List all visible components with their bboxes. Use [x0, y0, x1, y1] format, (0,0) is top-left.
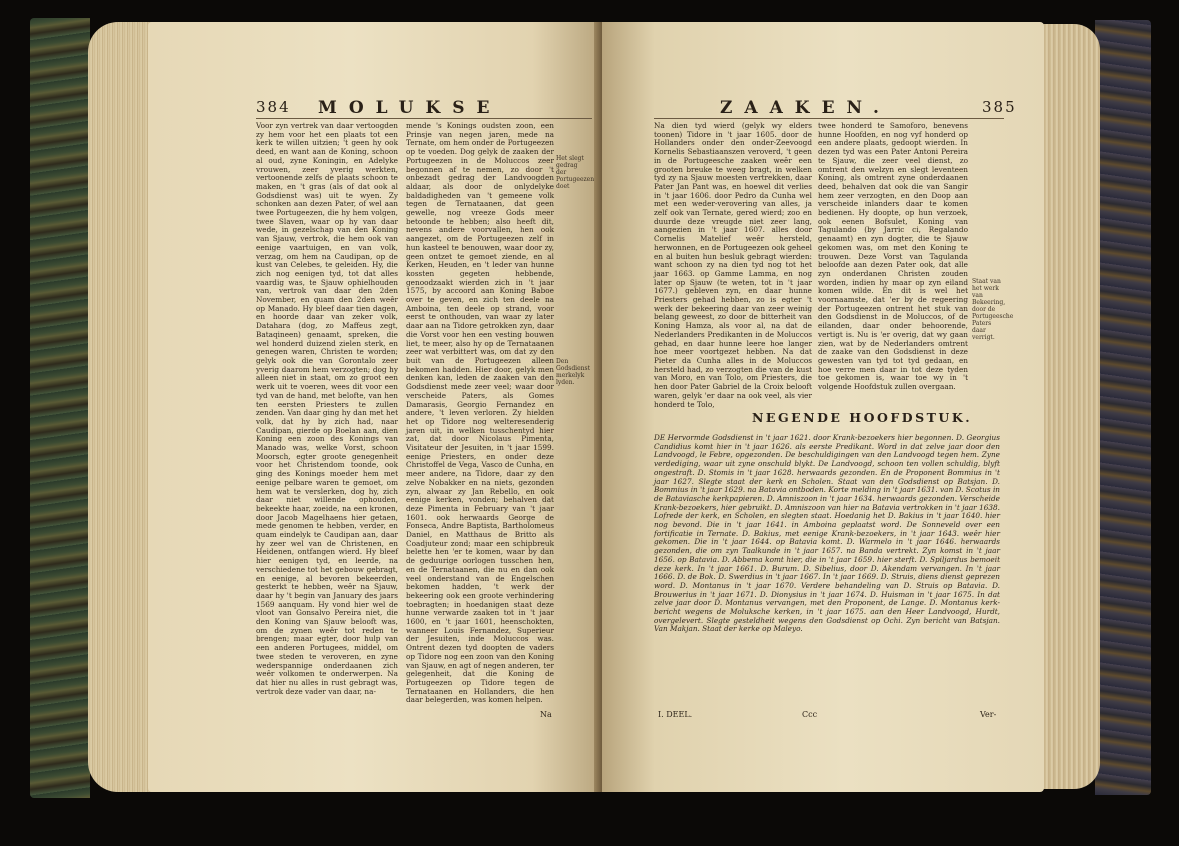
catchword-right: Ver-: [980, 710, 997, 719]
signature-mark: Ccc: [802, 710, 818, 719]
header-rule-left: [256, 118, 592, 119]
running-head-right: ZAAKEN.: [720, 98, 891, 118]
right-column-2: twee honderd te Samoforo, benevens hunne Hoofden, en nog vyf honderd op een andere plaats, gedoopt wierden. In dezen tyd was een Pater Antoni Pereira te Sjauw, die zeer veel dienst, zo omtrent den welzyn en slegt leventeen Koning, als omtrent zyne onderdaanen deed, behalven dat ook die van Sangir hem zeer verzogten, en den Doop aan verscheide inlanders daar te komen bedienen. Hy doopte, op hun verzoek, ook eenen Bofsulet, Koning van Tagulando (by Jarric ci, Regalando genaamt) en zyn dogter, die te Sjauw gekomen was, om met den Koning te trouwen. Deze Vorst van Tagulanda beloofde aan dezen Pater ook, dat alle zyn onderdanen Christen zouden worden, indien hy maar op zyn eiland komen wilde. En dit is wel het voornaamste, dat 'er by de regeering der Portugeezen ontrent het stuk van den Godsdienst in de Moluccos, of de eilanden, daar onder behoorende, vertigt is. Nu is 'er overig, dat wy gaan zien, wat by de Nederlanders omtrent de zaake van den Godsdienst in deze gewesten van tyd tot tyd gedaan, en hoe verre men daar in tot deze tyden toe gekomen is, waar toe wy in 't volgende Hoofdstuk zullen overgaan.: [818, 121, 968, 392]
margin-note-left-2: Den Godsdienst merkelyk lyden.: [556, 358, 590, 386]
page-edges-left: [88, 22, 152, 792]
page-number-left: 384: [256, 98, 291, 116]
marbled-cover-right: [1095, 20, 1151, 795]
running-head-left: MOLUKSE: [318, 98, 502, 118]
left-page: [148, 22, 600, 792]
right-page: [602, 22, 1044, 792]
page-number-right: 385: [982, 98, 1017, 116]
page-edges-right: [1040, 24, 1100, 789]
catchword-left: Na: [540, 710, 552, 719]
chapter-summary: DE Hervormde Godsdienst in 't jaar 1621. door Krank-bezoekers hier begonnen. D. Georgius Candidius komt hier in 't jaar 1626. als eerste Predikant. Word in dat zelve jaar door den Landvoogd, le Febre, opgezonden. De beschuldigingen van den Landvoogd tegen hem. Zyne verdediging, waar uit zyne onschuld blykt. De Landvoogd, schoon ten vollen schuldig, blyft ongestraft. D. Stomis in 't jaar 1628. herwaards gezonden. En de Proponent Bommius in 't jaar 1627. Slegte staat der kerk en Scholen. Staat van den Godsdienst op Batsjan. D. Bommius in 't jaar 1629. na Batavia ontboden. Korte melding in 't jaar 1631. van D. Scotus in de Bataviasche kerkpapieren. D. Amniszoon in 't jaar 1634. herwaards gezonden. Verscheide Krank-bezoekers, hier gebruikt. D. Amniszoon van hier na Batavia vertrokken in 't jaar 1638. Lofrede der kerk, en Scholen, en slegten staat. Hoedanig het D. Bakius in 't jaar 1640. hier nog bevond. Die in 't jaar 1641. in Amboina geplaatst word. De Sonneveld over een fortificatie in Ternate. D. Bakius, met eenige Krank-bezoekers, in 't jaar 1643. weêr hier gekomen. Die in 't jaar 1644. op Batavia komt. D. Warmelo in 't jaar 1646. herwaards gezonden, die om zyn Taalkunde in 't jaar 1657. na Banda vertrekt. Zyn komst in 't jaar 1656. op Batavia. D. Abbema komt hier, die in 't jaar 1659. hier sterft. D. Spiljardus bemoeit deze kerk. In 't jaar 1661. D. Burum. D. Sibelius, door D. Akendam vervangen. In 't jaar 1666. D. de Bok. D. Swerdius in 't jaar 1667. In 't jaar 1669. D. Struis, diens dienst geprezen word. D. Montanus in 't jaar 1670. Verdere behandeling van D. Struis op Batavia. D. Brouwerius in 't jaar 1671. D. Dionysius in 't jaar 1674. D. Huisman in 't jaar 1675. In dat zelve jaar door D. Montanus vervangen, met den Proponent, de Lange. D. Montanus kerk-bericht wegens de Moluksche kerken, in 't jaar 1675. aan den Heer Landvoogd, Hurdt, overgelevert. Slegte gesteldheit wegens den Godsdienst op Ochi. Zyn bericht van Batsjan. Van Makjan. Staat der kerke op Maleyo.: [654, 433, 1000, 634]
footer-volume: I. DEEL.: [658, 710, 693, 719]
chapter-heading: NEGENDE HOOFDSTUK.: [752, 410, 973, 425]
margin-note-right: Staat van het werk van Bekeering, door de Portugeesche Paters daar verrigt.: [972, 278, 1014, 341]
left-column-2: mende 's Konings oudsten zoon, een Prinsje van negen jaren, mede na Ternate, om hem onder de Portugeezen op te voeden. Dog gelyk de zaaken der Portugeezen in de Moluccos zeer begonnen af te nemen, zo door 't onbezadt gedrag der Landvoogden aldaar, als door de onlydelyke baldadigheden van 't gemeene volk tegen de Ternataanen, dat geen gewelle, nog vreeze Gods meer betoonde te hebben; also heeft dit, nevens andere voorvallen, hen ook aangezet, om de Portugeezen zelf in hun kasteel te benouwen, waar door zy, geen ontzet te gemoet ziende, en al Kerken, Heuden, en 't leder van hunne kossten gegeten hebbende, genoodzaakt wierden zich in 't jaar 1575, by accoord aan Koning Baboe over te geven, en zich ten deele na Amboina, ten deele op strand, voor eerst te onthouden, van waar zy later daar aan na Tidore getrokken zyn, daar die Vorst voor hen een vesting bouwen liet, te meer, also hy op de Ternataanen zeer wat verbittert was, om dat zy den buit van de Portugeezen alleen bekomen hadden. Hier door, gelyk men denken kan, leden de zaaken van den Godsdienst mede zeer veel; waar door verscheide Paters, als Gomes Damarasis, Georgio Fernandez en andere, 't leven verloren. Zy hielden het op Tidore nog welteresenderig jaren uit, in welken tusschentyd hier zat, dat door Nicolaus Pimenta, Visitateur der Jesuiten, in 't jaar 1599. eenige Priesters, en onder deze Christoffel de Vega, Vasco de Cunha, en meer andere, na Tidore, daar zy den zelve Nobakker en na niets, gezonden zyn, alwaar zy Jan Rebello, en ook eenige kerken, vonden; behalven dat deze Pimenta in February van 't jaar 1601. ook herwaards George de Fonseca, Andre Baptista, Bartholomeus Daniel, en Matthaus de Britto als Coadjuteur zond; maar een schipbreuk belette hen 'er te komen, waar by dan de geduurige oorlogen tusschen hen, en de Ternataanen, die nu en dan ook veel onderstand van de Engelschen bekomen hadden, 't werk der bekeering ook een groote verhindering toebragten; in hoedanigen staat deze hunne verwarde zaaken tot in 't jaar 1600, en 't jaar 1601, heenschokten, wanneer Louis Fernandez, Superieur der Jesuiten, inde Moluccos was. Ontrent dezen tyd doopten de vaders op Tidore nog een zoon van den Koning van Sjauw, en agt of negen anderen, ter gelegenheit, dat die Koning de Portugeezen op Tidore tegen de Ternataanen en Hollanders, die hen daar belegerden, was komen helpen.: [406, 121, 554, 705]
right-column-1: Na dien tyd wierd (gelyk wy elders toonen) Tidore in 't jaar 1605. door de Hollanders onder den onder-Zeevoogd Kornelis Sebastiaanszen veroverd, 't geen in de Portugeesche zaaken weêr een grooten breuke te weeg bragt, in welken tyd zy na Sjauw moesten vertrekken, daar Pater Jan Pant was, en hoewel dit verlies in 't jaar 1606. door Pedro da Cunha wel met een weder-verovering van alles, ja zelf ook van Ternate, gered wierd; zoo en duurde deze vreugde niet zeer lang, aangezien in 't jaar 1607. alles door Cornelis Matelief weêr hersteld, herwonnen, en de Portugeezen ook geheel en al buiten hun besluk gebragt wierden: want schoon zy na dien tyd nog tot het jaar 1663. op Gamme Lamma, en nog later op Sjauw (te weten, tot in 't jaar 1677.) gebleven zyn, en daar hunne Priesters gehad hebben, zo is egter 't werk der bekeering daar van zeer weinig belang geweest, zo door de bitterheit van Koning Hamza, als voor al, na dat de Nederlanders Predikanten in de Moluccos gehad, en daar hunne leere hoe langer hoe meer voortgezet hebben. Na dat Pieter da Cunha alles in de Moluccos hersteld had, zo verzogten die van de kust van Moro, en van Tolo, om Priesters, die hen door Pater Gabriel de la Croix belooft waren, gelyk 'er daar na ook veel, als vier honderd te Tolo,: [654, 121, 812, 409]
left-column-1: Voor zyn vertrek van daar vertoogden zy hem voor het een plaats tot een kerk te willen uitzien; 't geen hy ook deed, en want aan de Koning, schoon al oud, zyne Koningin, en Adelyke vrouwen, zeer yverig werkten, vertoonende zelfs de plaats schoon te maken, en 't gras (als of dat ook al Godsdienst was) uit te wyen. Zy schonken aan dezen Pater, of wel aan twee Portugeezen, die hy hem volgen, twee Slaven, waar op hy van daar wede, in gezelschap van den Koning van Sjauw, vertrok, die hem ook van eenige vaartuigen, en van volk, verzag, om hem na Caudipan, op de kust van Celebes, te geleiden. Hy, die zich nog eenigen tyd, tot dat alles vaardig was, te Sjauw ophielhouden van, vertrok van daar den 2den November, en quam den 2den weêr op Manado. Hy bleef daar tien dagen, en hoorde daar van zeker volk, Datahara (dog, zo Maffeus zegt, Bataqineen) genaamt, spreken, die wel honderd duizend zielen sterk, en genegen waren, Christen te worden; gelyk ook die van Gorontalo zeer yverig daarom hem verzogten; dog hy alleen niet in staat, om zo groot een werk uit te voeren, wees dit voor een tyd van de hand, met belofte, van hen ten eersten Priesters te zullen zenden. Van daar ging hy dan met het volk, dat hy by zich had, naar Caudipan, gierde op Boelan aan, dien Koning een zoon des Konings van Manado was, welke Vorst, schoon Moorsch, egter groote genegenheit voor het Christendom toonde, ook ging des Konings moeder hem met eenige pelbare waren te gemoet, om hem wat te verslerken, dog hy, zich daar niet willende ophouden, bekeekte haar, zoeide, na een kronen, door Jacob Magelhaens hier getaen, mede genomen te hebben, verder, en quam eindelyk te Caudipan aan, daar hy zeer wel van de Christenen, en Heidenen, ontfangen wierd. Hy bleef hier eenigen tyd, en leerde, na verschiedene tot het gebouw gebragt, en eenige, al bevoren bekeerden, gesterkt te hebben, weêr na Sjauw, daar hy 't begin van January des jaars 1569 aanquam. Hy vond hier wel de vloot van Gonsalvo Pereira niet, die den Koning van Sjauw belooft was, om de zynen weêr tot reden te brengen; maar egter, door hulp van een anderen Portugees, middel, om twee steden te veroveren, en zyne wederspannige onderdaanen zich weêr volkomen te onderwerpen. Na dat hier nu alles in rust gebragt was, vertrok deze vader van daar, na-: [256, 121, 398, 696]
margin-note-left-1: Het slegt gedrag der Portugeezen doet: [556, 155, 595, 190]
marbled-cover-left: [30, 18, 90, 798]
header-rule-right: [654, 118, 1004, 119]
